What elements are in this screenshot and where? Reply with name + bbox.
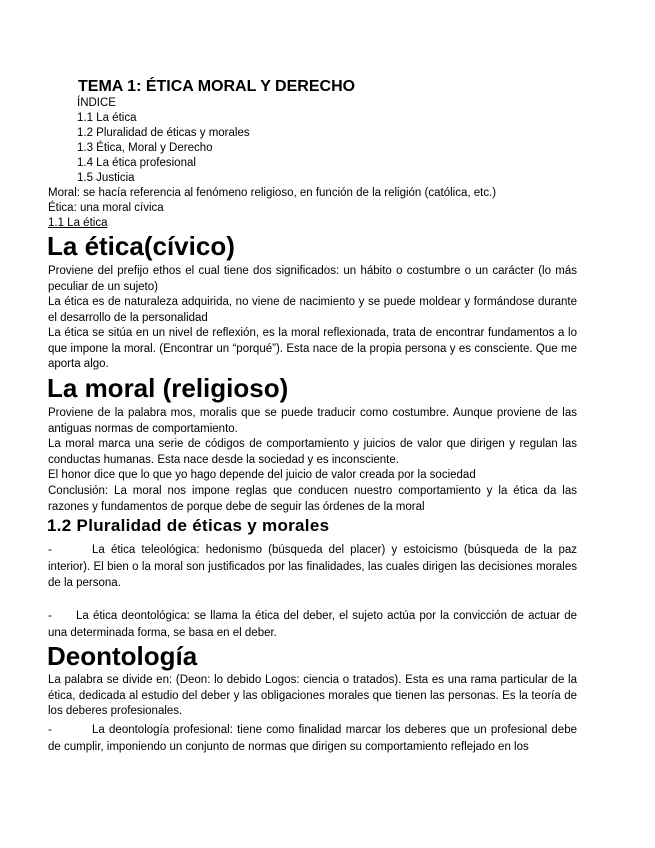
paragraph: La ética se sitúa en un nivel de reflexión, es la moral reflexionada, trata de encontrar fundamentos a lo que impone la moral. (Encontrar un “porqué”). Esta nace de la propia persona y es consciente. Que me aporta algo.	[48, 327, 577, 371]
index-item: 1.2 Pluralidad de éticas y morales	[77, 127, 250, 139]
paragraph: Conclusión: La moral nos impone reglas que conducen nuestro comportamiento y la ética da las razones y fundamentos de porque debe de seguir las órdenes de la moral	[48, 485, 577, 513]
dash-bullet: -	[48, 610, 52, 622]
paragraph: Proviene del prefijo ethos el cual tiene dos significados: un hábito o costumbre o un carácter (lo más peculiar de un sujeto)	[48, 265, 577, 293]
paragraph: La palabra se divide en: (Deon: lo debido Logos: ciencia o tratados). Esta es una rama particular de la ética, dedicada al estudio del deber y las obligaciones morales que tienen las personas. Es la teoría de los deberes profesionales.	[48, 674, 577, 718]
moral-definition: Moral: se hacía referencia al fenómeno religioso, en función de la religión (católica, etc.)	[48, 187, 497, 199]
heading-la-etica: La ética(cívico)	[47, 231, 235, 261]
list-paragraph	[48, 542, 577, 592]
heading-deontologia: Deontología	[47, 641, 198, 671]
heading-la-moral: La moral (religioso)	[47, 373, 289, 403]
etica-definition: Ética: una moral cívica	[48, 202, 164, 214]
paragraph: El honor dice que lo que yo hago depende del juicio de valor creada por la sociedad	[48, 469, 476, 481]
index-heading: ÍNDICE	[77, 97, 116, 109]
paragraph: Proviene de la palabra mos, moralis que se puede traducir como costumbre. Aunque proviene de las antiguas normas de comportamiento.	[48, 407, 577, 435]
list-paragraph	[48, 608, 577, 641]
list-paragraph	[48, 722, 577, 755]
bullet-text: La ética deontológica: se llama la ética del deber, el sujeto actúa por la convicción de actuar de una determinada forma, se basa en el deber.	[48, 610, 577, 639]
bullet-text: La deontología profesional: tiene como finalidad marcar los deberes que un profesional debe de cumplir, imponiendo un conjunto de normas que dirigen su comportamiento reflejado en los	[48, 724, 577, 753]
paragraph: La ética es de naturaleza adquirida, no viene de nacimiento y se puede moldear y formándose durante el desarrollo de la personalidad	[48, 296, 577, 324]
index-item: 1.4 La ética profesional	[77, 157, 196, 169]
bullet-text: La ética teleológica: hedonismo (búsqueda del placer) y estoicismo (búsqueda de la paz interior). El bien o la moral son justificados por las finalidades, las cuales dirigen las decisiones morales de la persona.	[48, 544, 577, 589]
index-item: 1.1 La ética	[77, 112, 137, 124]
index-item: 1.5 Justicia	[77, 172, 135, 184]
dash-bullet: -	[48, 544, 52, 556]
index-item: 1.3 Ética, Moral y Derecho	[77, 142, 213, 154]
heading-pluralidad: 1.2 Pluralidad de éticas y morales	[47, 516, 330, 535]
dash-bullet: -	[48, 724, 52, 736]
document-title: TEMA 1: ÉTICA MORAL Y DERECHO	[78, 78, 356, 95]
section-link-1-1[interactable]: 1.1 La ética	[48, 217, 108, 229]
paragraph: La moral marca una serie de códigos de comportamiento y juicios de valor que dirigen y regulan las conductas humanas. Esta nace desde la sociedad y es inconsciente.	[48, 438, 577, 466]
